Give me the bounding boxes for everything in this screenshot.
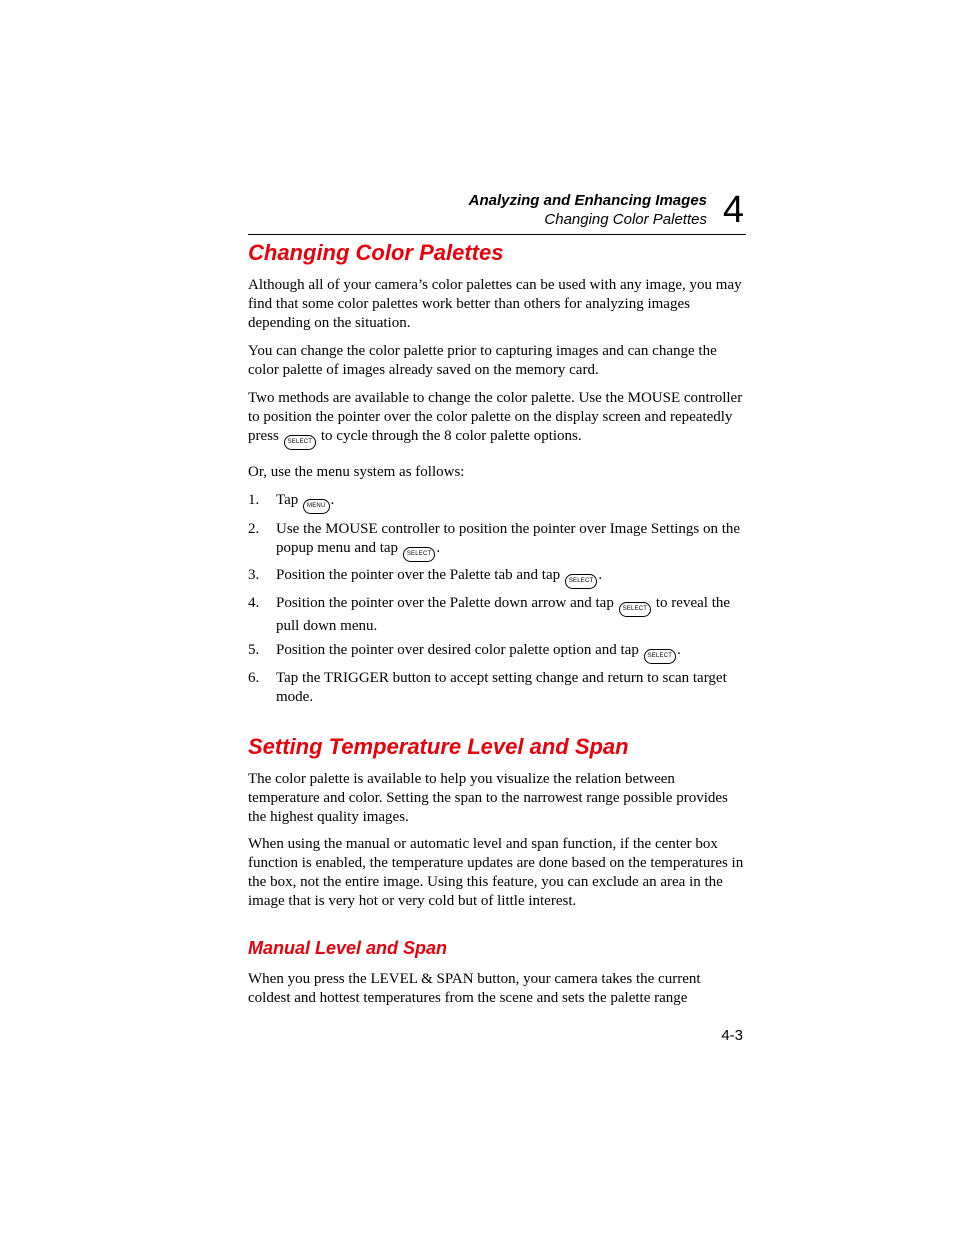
heading-manual-level-and-span: Manual Level and Span bbox=[248, 938, 448, 958]
step-text: . bbox=[598, 567, 603, 583]
list-item bbox=[248, 566, 744, 589]
step-text: . bbox=[677, 642, 681, 658]
step-number: 1. bbox=[248, 492, 260, 508]
list-item bbox=[248, 594, 744, 636]
paragraph bbox=[248, 389, 744, 450]
paragraph: Or, use the menu system as follows: bbox=[248, 464, 465, 480]
step-text: . bbox=[330, 492, 335, 508]
paragraph: When you press the LEVEL & SPAN button, your camera takes the current coldest and hottest temperatures from the scene and sets the palette range bbox=[248, 971, 701, 1006]
menu-key-icon: MENU bbox=[303, 499, 329, 514]
step-number: 3. bbox=[248, 567, 260, 583]
header-section-title: Changing Color Palettes bbox=[544, 211, 707, 228]
list-item bbox=[248, 641, 744, 664]
step-number: 2. bbox=[248, 521, 260, 537]
paragraph: Although all of your camera’s color palettes can be used with any image, you may find that some color palettes work better than others for analyzing images depending on the situation. bbox=[248, 277, 742, 331]
running-header bbox=[248, 190, 746, 235]
select-key-icon: SELECT bbox=[619, 602, 652, 617]
step-text: Tap the TRIGGER button to accept setting change and return to scan target mode. bbox=[276, 670, 727, 705]
step-text: Position the pointer over the Palette tab and tap bbox=[276, 567, 561, 583]
step-text: Use the MOUSE controller to position the pointer over Image Settings on the popup menu and tap bbox=[276, 521, 741, 556]
list-item bbox=[248, 520, 744, 562]
list-item bbox=[248, 491, 744, 514]
step-text: to reveal the pull down menu. bbox=[276, 595, 731, 634]
paragraph: The color palette is available to help you visualize the relation between temperature and color. Setting the span to the narrowest range possible provides the highest quality images. bbox=[248, 771, 728, 825]
step-text: . bbox=[436, 540, 441, 556]
select-key-icon: SELECT bbox=[644, 649, 677, 664]
step-number: 5. bbox=[248, 642, 260, 658]
select-key-icon: SELECT bbox=[284, 435, 317, 450]
chapter-number: 4 bbox=[722, 189, 744, 231]
heading-changing-color-palettes: Changing Color Palettes bbox=[248, 240, 504, 265]
step-text: Position the pointer over the Palette down arrow and tap bbox=[276, 595, 614, 611]
step-number: 6. bbox=[248, 670, 260, 686]
select-key-icon: SELECT bbox=[565, 574, 598, 589]
paragraph-text: Two methods are available to change the color palette. Use the MOUSE controller to position the pointer over the color palette on the display screen and repeatedly press bbox=[248, 390, 743, 444]
list-item bbox=[248, 669, 744, 707]
header-chapter-title: Analyzing and Enhancing Images bbox=[468, 192, 707, 209]
page-number: 4-3 bbox=[721, 1027, 743, 1044]
select-key-icon: SELECT bbox=[403, 547, 436, 562]
step-text: Tap bbox=[276, 492, 299, 508]
paragraph: When using the manual or automatic level and span function, if the center box function is enabled, the temperature updates are done based on the temperatures in the box, not the entire image. Using this feature, you can exclude an area in the image that is very hot or very cold but of little interest. bbox=[248, 836, 744, 909]
heading-setting-temperature-level-and-span: Setting Temperature Level and Span bbox=[248, 734, 629, 759]
step-text: Position the pointer over desired color palette option and tap bbox=[276, 642, 639, 658]
paragraph: You can change the color palette prior to capturing images and can change the color palette of images already saved on the memory card. bbox=[248, 343, 717, 378]
header-text bbox=[469, 191, 707, 229]
paragraph-text: to cycle through the 8 color palette options. bbox=[320, 428, 582, 444]
step-number: 4. bbox=[248, 595, 260, 611]
